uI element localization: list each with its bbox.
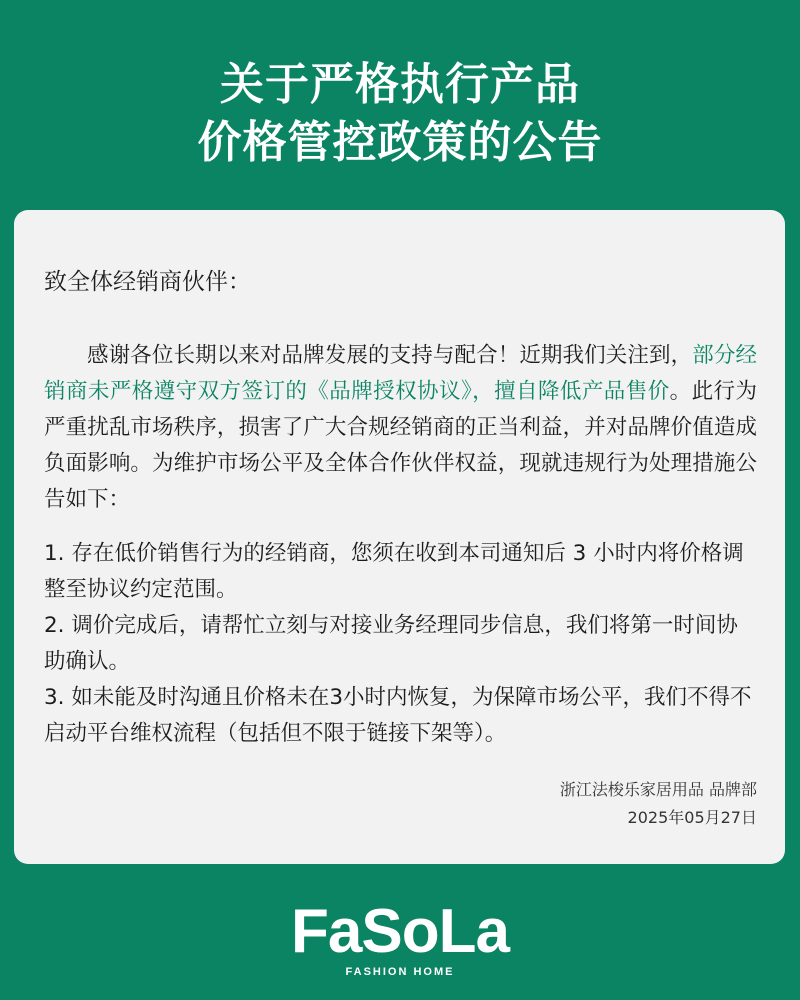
notice-date: 2025年05月27日	[627, 808, 757, 827]
brand-tagline: FASHION HOME	[345, 966, 455, 978]
intro-text-2: 。此行为严重扰乱市场秩序，损害了广大合规经销商的正当利益，并对品牌价值造成负面影响。为维护市场公平及全体合作伙伴权益，现就违规行为处理措施公告如下：	[44, 379, 757, 512]
measure-item-1: 1. 存在低价销售行为的经销商，您须在收到本司通知后 3 小时内将价格调整至协议约定范围。	[44, 541, 744, 602]
page-title	[0, 56, 800, 172]
notice-card	[14, 210, 785, 864]
greeting: 致全体经销商伙伴：	[44, 269, 251, 295]
measure-item-2: 2. 调价完成后，请帮忙立刻与对接业务经理同步信息，我们将第一时间协助确认。	[44, 613, 738, 674]
measure-item-3: 3. 如未能及时沟通且价格未在3小时内恢复，为保障市场公平，我们不得不启动平台维权流程（包括但不限于链接下架等）。	[44, 685, 752, 746]
intro-highlight: 部分经销商未严格遵守双方签订的《品牌授权协议》，擅自降低产品售价	[44, 343, 757, 404]
measures-list	[44, 536, 757, 752]
title-line-2: 价格管控政策的公告	[197, 117, 603, 168]
intro-paragraph	[44, 338, 757, 518]
signature-block	[560, 776, 757, 832]
signature: 浙江法梭乐家居用品 品牌部	[559, 780, 757, 799]
title-line-1: 关于严格执行产品	[220, 59, 580, 110]
intro-text-1: 感谢各位长期以来对品牌发展的支持与配合！近期我们关注到，	[87, 343, 693, 368]
brand-logo: FaSoLa	[291, 897, 509, 966]
